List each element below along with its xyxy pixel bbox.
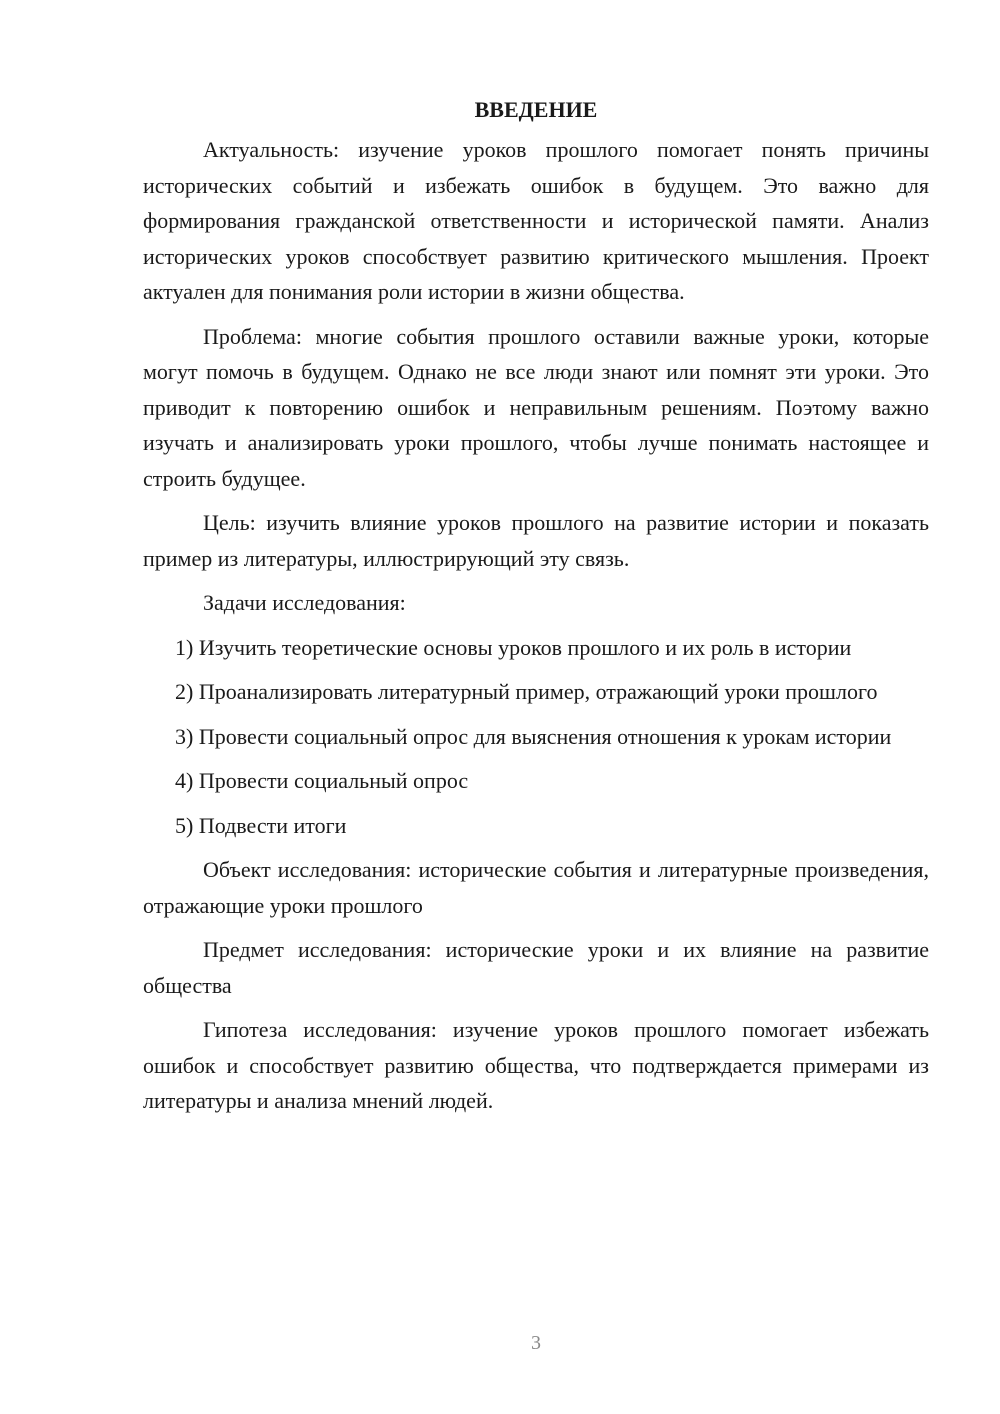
tasks-heading: Задачи исследования: — [203, 590, 406, 615]
document-page — [143, 92, 929, 1119]
subject-paragraph: Предмет исследования: исторические уроки и их влияние на развитие общества — [143, 937, 929, 998]
page-number: 3 — [531, 1332, 541, 1354]
object-paragraph: Объект исследования: исторические события и литературные произведения, отражающие уроки прошлого — [143, 857, 929, 918]
task-item: 2) Проанализировать литературный пример, отражающий уроки прошлого — [175, 679, 878, 704]
problem-paragraph: Проблема: многие события прошлого оставили важные уроки, которые могут помочь в будущем. Однако не все люди знают или помнят эти уроки. Это приводит к повторению ошибок и неправильным решениям. Поэтому важно изучать и анализировать уроки прошлого, чтобы лучше понимать настоящее и строить будущее. — [143, 323, 929, 491]
relevance-paragraph: Актуальность: изучение уроков прошлого помогает понять причины исторических событий и избежать ошибок в будущем. Это важно для формирования гражданской ответственности и исторической памяти. Анализ исторических уроков способствует развитию критического мышления. Проект актуален для понимания роли истории в жизни общества. — [143, 137, 929, 304]
task-item: 1) Изучить теоретические основы уроков прошлого и их роль в истории — [175, 634, 852, 660]
task-item: 5) Подвести итоги — [175, 812, 347, 838]
hypothesis-paragraph: Гипотеза исследования: изучение уроков прошлого помогает избежать ошибок и способствует развитию общества, что подтверждается примерами из литературы и анализа мнений людей. — [143, 1017, 929, 1113]
task-item: 4) Провести социальный опрос — [175, 768, 469, 793]
task-item: 3) Провести социальный опрос для выяснения отношения к урокам истории — [175, 723, 892, 749]
goal-paragraph: Цель: изучить влияние уроков прошлого на развитие истории и показать пример из литературы, иллюстрирующий эту связь. — [143, 510, 929, 571]
section-title: ВВЕДЕНИЕ — [474, 97, 598, 122]
